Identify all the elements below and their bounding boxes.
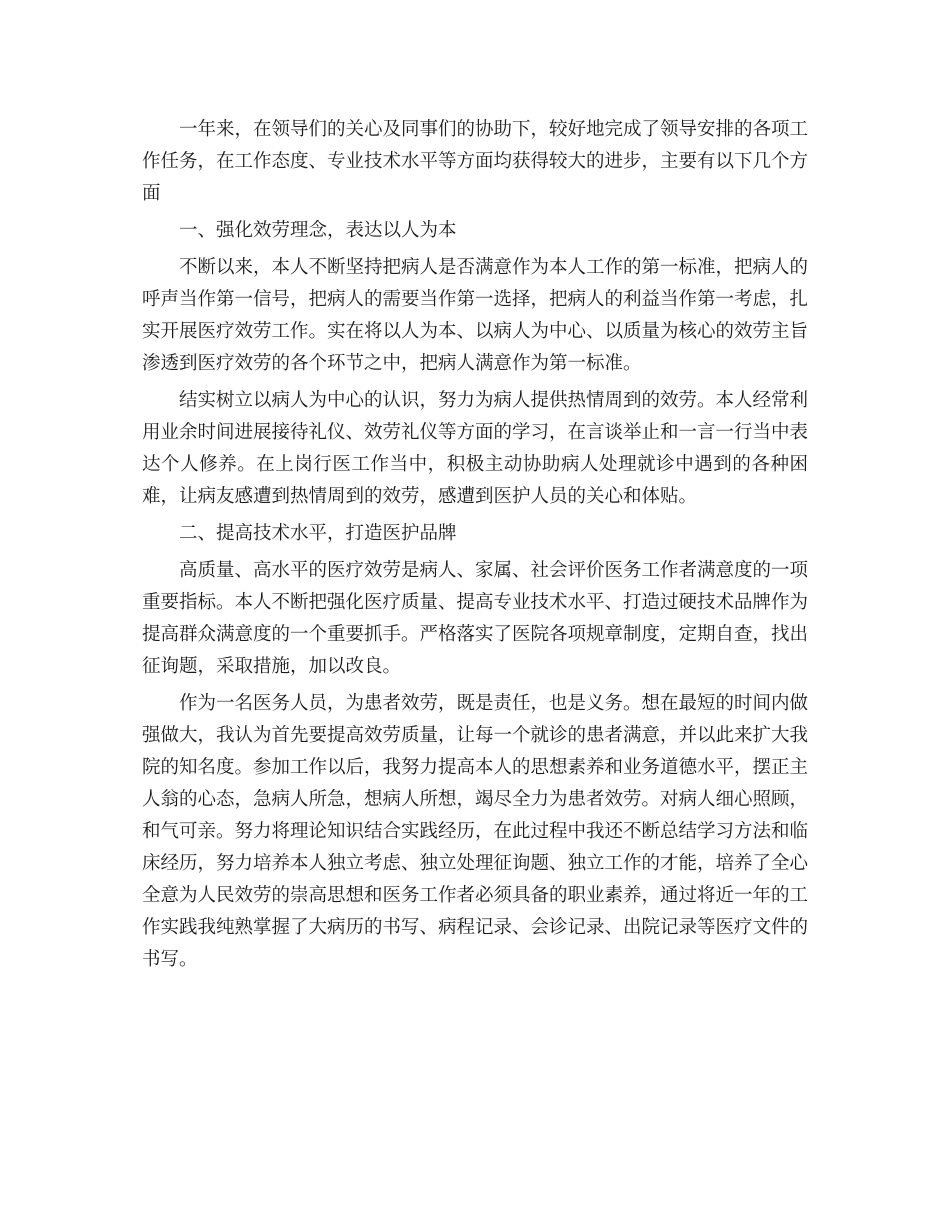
section-heading-1: 一、强化效劳理念，表达以人为本 <box>179 220 457 241</box>
paragraph-4: 作为一名医务人员，为患者效劳，既是责任，也是义务。想在最短的时间内做强做大，我认为首先要提高效劳质量，让每一个就诊的患者满意，并以此来扩大我院的知名度。参加工作以后，我努力提高本人的思想素养和业务道德水平，摆正主人翁的心态，急病人所急，想病人所想，竭尽全力为患者效劳。对病人细心照顾，和气可亲。努力将理论知识结合实践经历，在此过程中我还不断总结学习方法和临床经历，努力培养本人独立考虑、独立处理征询题、独立工作的才能，培养了全心全意为人民效劳的崇高思想和医务工作者必须具备的职业素养，通过将近一年的工作实践我纯熟掌握了大病历的书写、病程记录、会诊记录、出院记录等医疗文件的书写。 <box>142 693 809 970</box>
paragraph-2: 结实树立以病人为中心的认识，努力为病人提供热情周到的效劳。本人经常利用业余时间进展接待礼仪、效劳礼仪等方面的学习，在言谈举止和一言一行当中表达个人修养。在上岗行医工作当中，积极主动协助病人处理就诊中遇到的各种困难，让病友感遭到热情周到的效劳，感遭到医护人员的关心和体贴。 <box>142 390 809 507</box>
paragraph-3: 高质量、高水平的医疗效劳是病人、家属、社会评价医务工作者满意度的一项重要指标。本人不断把强化医疗质量、提高专业技术水平、打造过硬技术品牌作为提高群众满意度的一个重要抓手。严格落实了医院各项规章制度，定期自查，找出征询题，采取措施，加以改良。 <box>142 560 809 677</box>
paragraph-intro: 一年来，在领导们的关心及同事们的协助下，较好地完成了领导安排的各项工作任务，在工作态度、专业技术水平等方面均获得较大的进步，主要有以下几个方面 <box>142 119 809 204</box>
section-heading-2: 二、提高技术水平，打造医护品牌 <box>179 523 457 544</box>
paragraph-1: 不断以来，本人不断坚持把病人是否满意作为本人工作的第一标准，把病人的呼声当作第一信号，把病人的需要当作第一选择，把病人的利益当作第一考虑，扎实开展医疗效劳工作。实在将以人为本、以病人为中心、以质量为核心的效劳主旨渗透到医疗效劳的各个环节之中，把病人满意作为第一标准。 <box>142 257 809 374</box>
document-body <box>142 114 808 981</box>
